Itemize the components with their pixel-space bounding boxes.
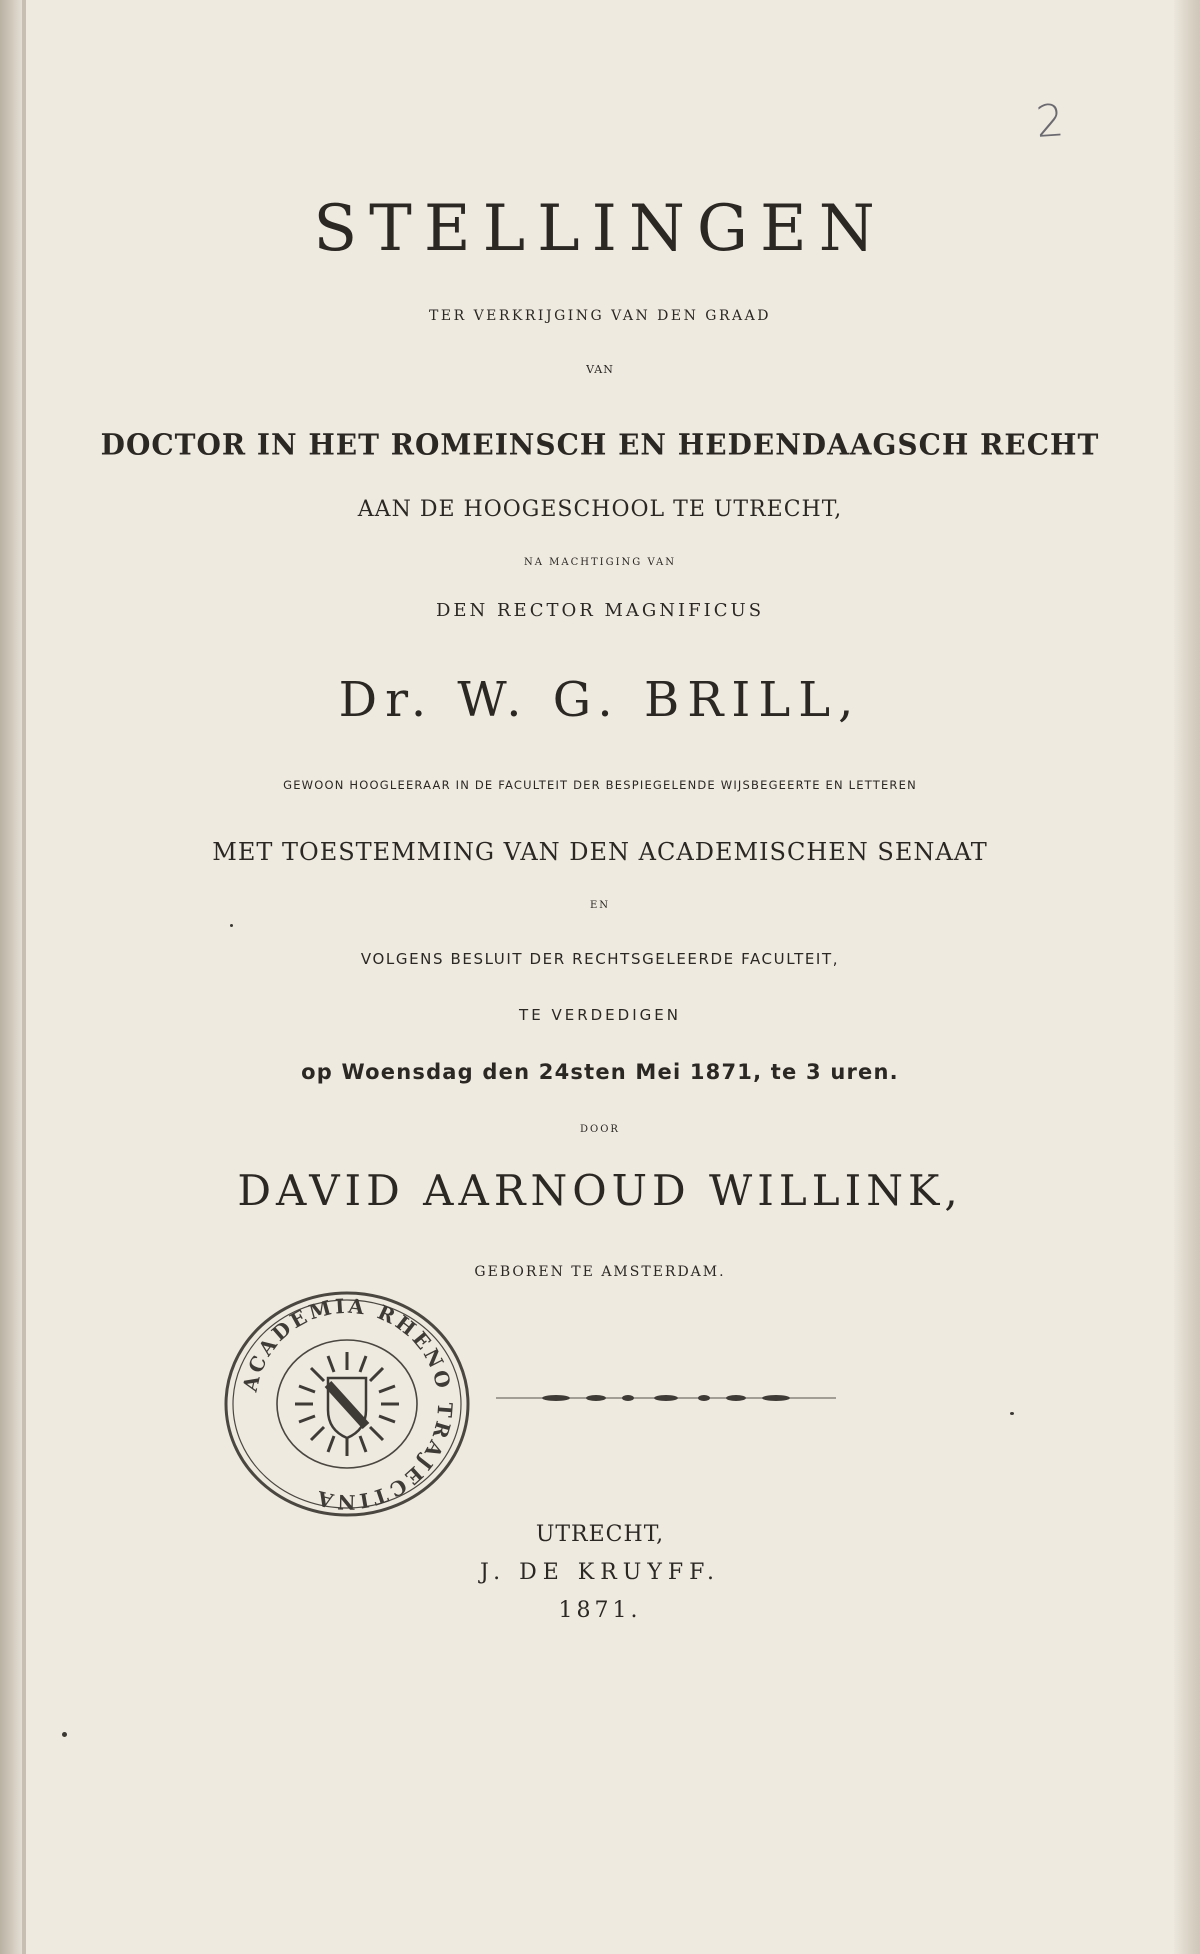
- faculty-decision-line: VOLGENS BESLUIT DER RECHTSGELEERDE FACULTEIT,: [360, 950, 840, 968]
- page-title: STELLINGEN: [313, 192, 887, 266]
- rector-name: Dr. W. G. BRILL,: [338, 672, 862, 728]
- paper-speck: [230, 924, 233, 927]
- decorative-rule: [496, 1388, 836, 1408]
- author-name: DAVID AARNOUD WILLINK,: [237, 1166, 963, 1215]
- author-birthplace: GEBOREN TE AMSTERDAM.: [474, 1264, 726, 1280]
- university-seal-stamp: [216, 1286, 478, 1522]
- rector-line: DEN RECTOR MAGNIFICUS: [435, 600, 765, 621]
- imprint-city: UTRECHT,: [535, 1522, 665, 1547]
- line-en: EN: [589, 900, 611, 911]
- title-page: [26, 0, 1174, 1954]
- page-edge: [1174, 0, 1200, 1954]
- line-na-machtiging: NA MACHTIGING VAN: [524, 557, 676, 568]
- rector-position: GEWOON HOOGLEERAAR IN DE FACULTEIT DER BESPIEGELENDE WIJSBEGEERTE EN LETTEREN: [283, 778, 917, 792]
- university-line: AAN DE HOOGESCHOOL TE UTRECHT,: [357, 497, 843, 522]
- line-door: DOOR: [580, 1124, 620, 1135]
- defend-line: TE VERDEDIGEN: [519, 1006, 681, 1024]
- senate-consent-line: MET TOESTEMMING VAN DEN ACADEMISCHEN SENAAT: [212, 838, 988, 866]
- defense-date-line: op Woensdag den 24sten Mei 1871, te 3 uren.: [301, 1060, 899, 1084]
- subtitle-ter-verkrijging: TER VERKRIJGING VAN DEN GRAAD: [429, 308, 771, 324]
- seal-lettering: ACADEMIA RHENO TRAJECTINA: [237, 1293, 458, 1515]
- paper-speck: [1010, 1412, 1014, 1415]
- imprint-publisher: J. DE KRUYFF.: [480, 1560, 720, 1585]
- degree-title: DOCTOR IN HET ROMEINSCH EN HEDENDAAGSCH RECHT: [100, 427, 1100, 462]
- paper-speck: [62, 1732, 67, 1737]
- binding-gutter: [0, 0, 22, 1954]
- handwritten-page-number: 2: [1034, 95, 1066, 148]
- line-van: VAN: [586, 363, 614, 376]
- imprint-year: 1871.: [558, 1598, 642, 1623]
